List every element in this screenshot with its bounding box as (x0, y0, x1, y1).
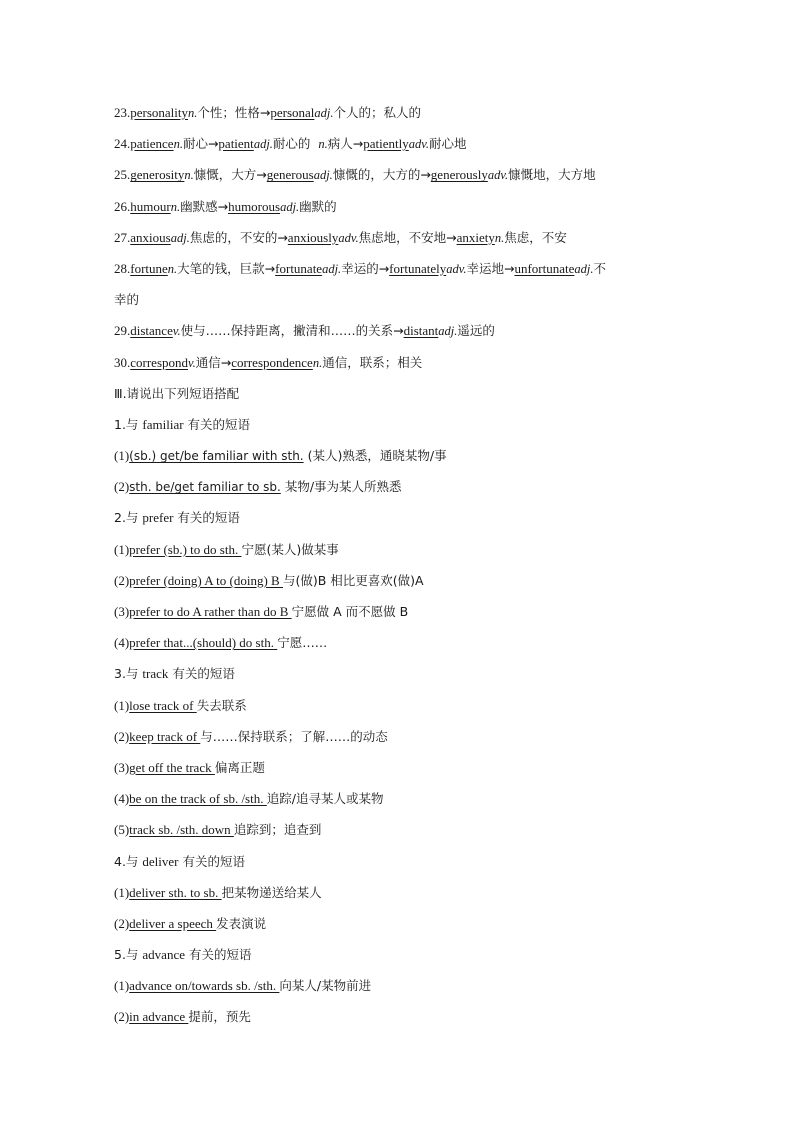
phrase-meaning: 提前，预先 (188, 1009, 251, 1025)
item-index: (1) (114, 978, 130, 994)
meaning: 幸的 (114, 292, 140, 308)
phrase-item (114, 565, 680, 596)
item-index: (2) (114, 1009, 130, 1025)
headword: fortune (130, 260, 168, 276)
meaning: 焦虑，不安 (504, 229, 567, 245)
meaning: 个性；性格→ (197, 105, 271, 120)
part-of-speech: n. (167, 261, 178, 276)
item-index: (5) (114, 822, 130, 838)
item-index: (4) (114, 635, 130, 651)
phrase: prefer that...(should) do sth. (129, 635, 278, 651)
heading-prefix: 1.与 (114, 416, 143, 432)
phrase-item (114, 783, 680, 814)
phrase: deliver sth. to sb. (129, 884, 222, 900)
part-of-speech: adj. (313, 168, 333, 183)
derived-word: distant (403, 323, 439, 339)
phrase-meaning: (某人)熟悉，通晓某物/事 (303, 448, 447, 464)
phrase: prefer (doing) A to (doing) B (129, 572, 283, 588)
section-title: Ⅲ.请说出下列短语搭配 (114, 385, 240, 401)
phrase-group-heading (114, 939, 680, 970)
phrase-meaning: 宁愿…… (277, 635, 328, 651)
item-index: (1) (114, 541, 130, 557)
phrase-group-heading (114, 658, 680, 689)
phrase: (sb.) get/be familiar with sth. (129, 449, 304, 464)
part-of-speech: adj. (574, 261, 594, 276)
meaning: 慷慨地，大方地 (508, 167, 596, 183)
item-index: (2) (114, 915, 130, 931)
part-of-speech: v. (172, 324, 181, 339)
part-of-speech: n. (312, 355, 323, 370)
derived-word: correspondence (231, 354, 313, 370)
meaning: 耐心的 (272, 136, 319, 152)
part-of-speech: v. (188, 355, 196, 370)
phrase: in advance (129, 1009, 189, 1025)
heading-prefix: 5.与 (114, 947, 143, 963)
phrase-item (114, 440, 680, 471)
derived-word: anxiously (287, 229, 339, 245)
heading-prefix: 3.与 (114, 666, 143, 682)
headword: patience (130, 136, 174, 152)
derived-word: humorous (228, 198, 281, 214)
item-index: (1) (114, 884, 130, 900)
phrase: prefer (sb.) to do sth. (129, 541, 242, 557)
phrase-item (114, 970, 680, 1001)
entry-number: 29. (114, 323, 131, 339)
meaning: 病人→ (327, 136, 364, 152)
phrase-meaning: 追踪/追寻某人或某物 (266, 791, 384, 807)
part-of-speech: adv. (446, 261, 467, 276)
phrase-item (114, 814, 680, 845)
vocab-entry-28 (114, 253, 680, 284)
headword: correspond (130, 354, 189, 370)
document-page (114, 97, 680, 1033)
meaning: 遥远的 (457, 323, 495, 339)
meaning: 耐心地 (428, 136, 467, 152)
phrase-meaning: 宁愿(某人)做某事 (241, 541, 339, 557)
meaning: 幽默的 (299, 198, 337, 214)
phrase-meaning: 宁愿做 A 而不愿做 B (291, 604, 409, 619)
part-of-speech: n. (494, 230, 505, 245)
phrase-item (114, 721, 680, 752)
headword: humour (130, 198, 171, 214)
entry-number: 25. (114, 167, 131, 183)
headword: personality (130, 105, 189, 120)
derived-word: anxiety (456, 229, 495, 245)
meaning: 幸运的→ (341, 260, 390, 276)
phrase: prefer to do A rather than do B (129, 604, 292, 619)
phrase: get off the track (129, 759, 215, 775)
item-index: (3) (114, 604, 130, 619)
headword: distance (130, 323, 173, 339)
phrase-meaning: 失去联系 (196, 697, 247, 713)
phrase: lose track of (129, 697, 197, 713)
meaning: 不 (593, 260, 606, 276)
meaning: 大笔的钱，巨款→ (177, 260, 276, 276)
vocab-entry-27 (114, 222, 680, 253)
keyword: deliver (142, 853, 179, 869)
derived-word: personal (270, 105, 315, 120)
part-of-speech: adj. (170, 230, 190, 245)
vocab-entry-23 (114, 97, 680, 128)
derived-word: patient (218, 136, 254, 152)
phrase: track sb. /sth. down (129, 822, 234, 838)
part-of-speech: adv. (338, 230, 359, 245)
item-index: (3) (114, 759, 130, 775)
entry-number: 27. (114, 229, 131, 245)
headword: generosity (130, 167, 185, 183)
meaning: 使与……保持距离，撇清和……的关系→ (180, 323, 404, 339)
keyword: advance (142, 947, 185, 963)
phrase-meaning: 偏离正题 (214, 759, 265, 775)
part-of-speech: adj. (253, 137, 273, 152)
derived-word: unfortunate (514, 260, 575, 276)
part-of-speech: adv. (487, 168, 509, 183)
phrase-meaning: 向某人/某物前进 (279, 978, 372, 994)
meaning: 通信→ (195, 354, 232, 370)
heading-prefix: 4.与 (114, 853, 143, 869)
phrase-group-heading (114, 502, 680, 533)
meaning: 焦虑的，不安的→ (189, 229, 288, 245)
phrase-item (114, 908, 680, 939)
part-of-speech: adj. (438, 324, 458, 339)
vocab-entry-28-continued (114, 284, 680, 315)
item-index: (2) (114, 728, 130, 744)
item-index: (2) (114, 479, 130, 495)
entry-number: 26. (114, 198, 131, 214)
phrase-item (114, 877, 680, 908)
phrase-group-heading (114, 846, 680, 877)
phrase: be on the track of sb. /sth. (129, 791, 267, 807)
phrase-item (114, 596, 680, 627)
phrase-group-heading (114, 409, 680, 440)
vocab-entry-30 (114, 347, 680, 378)
item-index: (1) (114, 697, 130, 713)
meaning: 幽默感→ (180, 198, 229, 214)
entry-number: 30. (114, 354, 131, 370)
vocab-entry-26 (114, 191, 680, 222)
part-of-speech: n. (184, 168, 194, 183)
derived-word: generous (266, 167, 314, 183)
keyword: prefer (142, 510, 174, 526)
phrase-meaning: 与(做)B 相比更喜欢(做)A (282, 572, 424, 588)
phrase-item (114, 471, 680, 502)
heading-suffix: 有关的短语 (168, 666, 235, 682)
meaning: 焦虑地，不安地→ (358, 229, 457, 245)
heading-suffix: 有关的短语 (183, 416, 251, 432)
meaning: 通信，联系；相关 (322, 354, 423, 370)
vocab-entry-25 (114, 159, 680, 190)
phrase-item (114, 690, 680, 721)
meaning: 幸运地→ (466, 260, 515, 276)
meaning: 慷慨的，大方的→ (332, 167, 431, 183)
phrase: deliver a speech (129, 915, 217, 931)
vocab-entry-24 (114, 128, 680, 159)
part-of-speech: adj. (280, 199, 300, 214)
item-index: (2) (114, 572, 130, 588)
derived-word: fortunate (275, 260, 323, 276)
part-of-speech: adv. (408, 137, 429, 152)
part-of-speech: n. (318, 137, 328, 152)
phrase-item (114, 534, 680, 565)
part-of-speech: adj. (322, 261, 342, 276)
keyword: familiar (142, 416, 184, 432)
phrase-meaning: 某物/事为某人所熟悉 (280, 479, 402, 495)
phrase: keep track of (129, 728, 201, 744)
part-of-speech: n. (188, 106, 198, 120)
vocab-entry-29 (114, 315, 680, 346)
phrase-item (114, 1001, 680, 1032)
derived-word: fortunately (389, 260, 447, 276)
phrase-meaning: 追踪到；追查到 (233, 822, 322, 838)
entry-number: 24. (114, 136, 131, 152)
heading-prefix: 2.与 (114, 510, 143, 526)
heading-suffix: 有关的短语 (178, 853, 245, 869)
phrase-item (114, 752, 680, 783)
phrase-item (114, 627, 680, 658)
phrase-meaning: 把某物递送给某人 (221, 884, 322, 900)
meaning: 慷慨，大方→ (193, 167, 267, 183)
entry-number: 23. (114, 105, 131, 120)
derived-word: generously (430, 167, 488, 183)
phrase-meaning: 与……保持联系；了解……的动态 (200, 728, 388, 744)
phrase: sth. be/get familiar to sb. (129, 480, 281, 495)
entry-number: 28. (114, 260, 131, 276)
keyword: track (142, 666, 169, 682)
derived-word: patiently (363, 136, 409, 152)
part-of-speech: n. (173, 137, 183, 152)
headword: anxious (130, 229, 171, 245)
phrase-meaning: 发表演说 (216, 915, 267, 931)
item-index: (1) (114, 448, 130, 464)
phrase: advance on/towards sb. /sth. (129, 978, 280, 994)
item-index: (4) (114, 791, 130, 807)
heading-suffix: 有关的短语 (173, 510, 240, 526)
part-of-speech: adj. (314, 106, 334, 120)
heading-suffix: 有关的短语 (185, 947, 252, 963)
part-of-speech: n. (170, 199, 181, 214)
meaning: 耐心→ (182, 136, 219, 152)
meaning: 个人的；私人的 (333, 105, 422, 120)
